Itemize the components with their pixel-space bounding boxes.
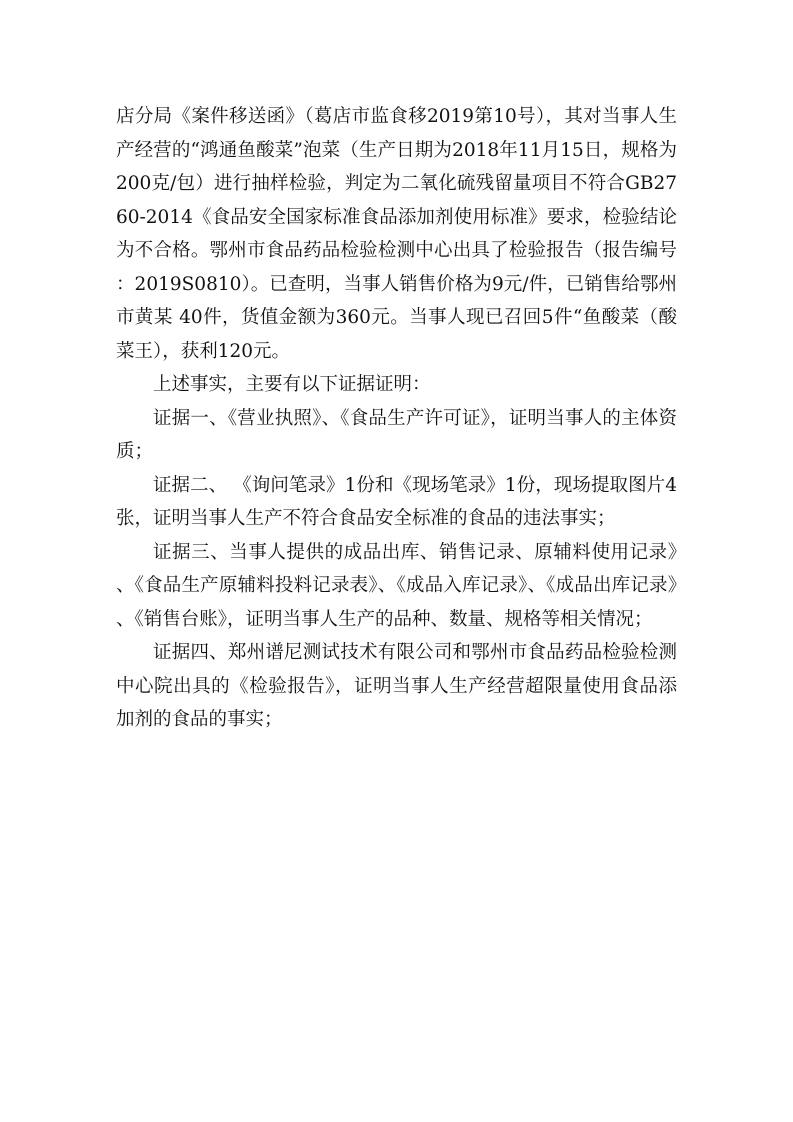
paragraph-evidence-2: 证据二、 《询问笔录》1份和《现场笔录》1份，现场提取图片4张，证明当事人生产不符合食品安全标准的食品的违法事实； [116, 474, 677, 529]
paragraph-case-facts: 店分局《案件移送函》（葛店市监食移2019第10号），其对当事人生产经营的“鸿通鱼酸菜”泡菜（生产日期为2018年11月15日，规格为200克/包）进行抽样检验，判定为二氧化硫残留量项目不符合GB2760-2014《食品安全国家标准食品添加剂使用标准》要求，检验结论为不合格。鄂州市食品药品检验检测中心出具了检验报告（报告编号：2019S0810）。已查明，当事人销售价格为9元/件，已销售给鄂州市黄某 40件，货值金额为360元。当事人现已召回5件“鱼酸菜（酸菜王），获利120元。 [116, 106, 677, 362]
paragraph-evidence-1: 证据一、《营业执照》、《食品生产许可证》，证明当事人的主体资质； [116, 407, 677, 462]
paragraph-evidence-3: 证据三、当事人提供的成品出库、销售记录、原辅料使用记录》、《食品生产原辅料投料记录表》、《成品入库记录》、《成品出库记录》、《销售台账》，证明当事人生产的品种、数量、规格等相关情况； [116, 541, 677, 630]
paragraph-evidence-4: 证据四、郑州谱尼测试技术有限公司和鄂州市食品药品检验检测中心院出具的《检验报告》，证明当事人生产经营超限量使用食品添加剂的食品的事实； [116, 642, 677, 730]
paragraph-evidence-intro: 上述事实，主要有以下证据证明： [153, 374, 431, 395]
document-body [116, 100, 677, 737]
